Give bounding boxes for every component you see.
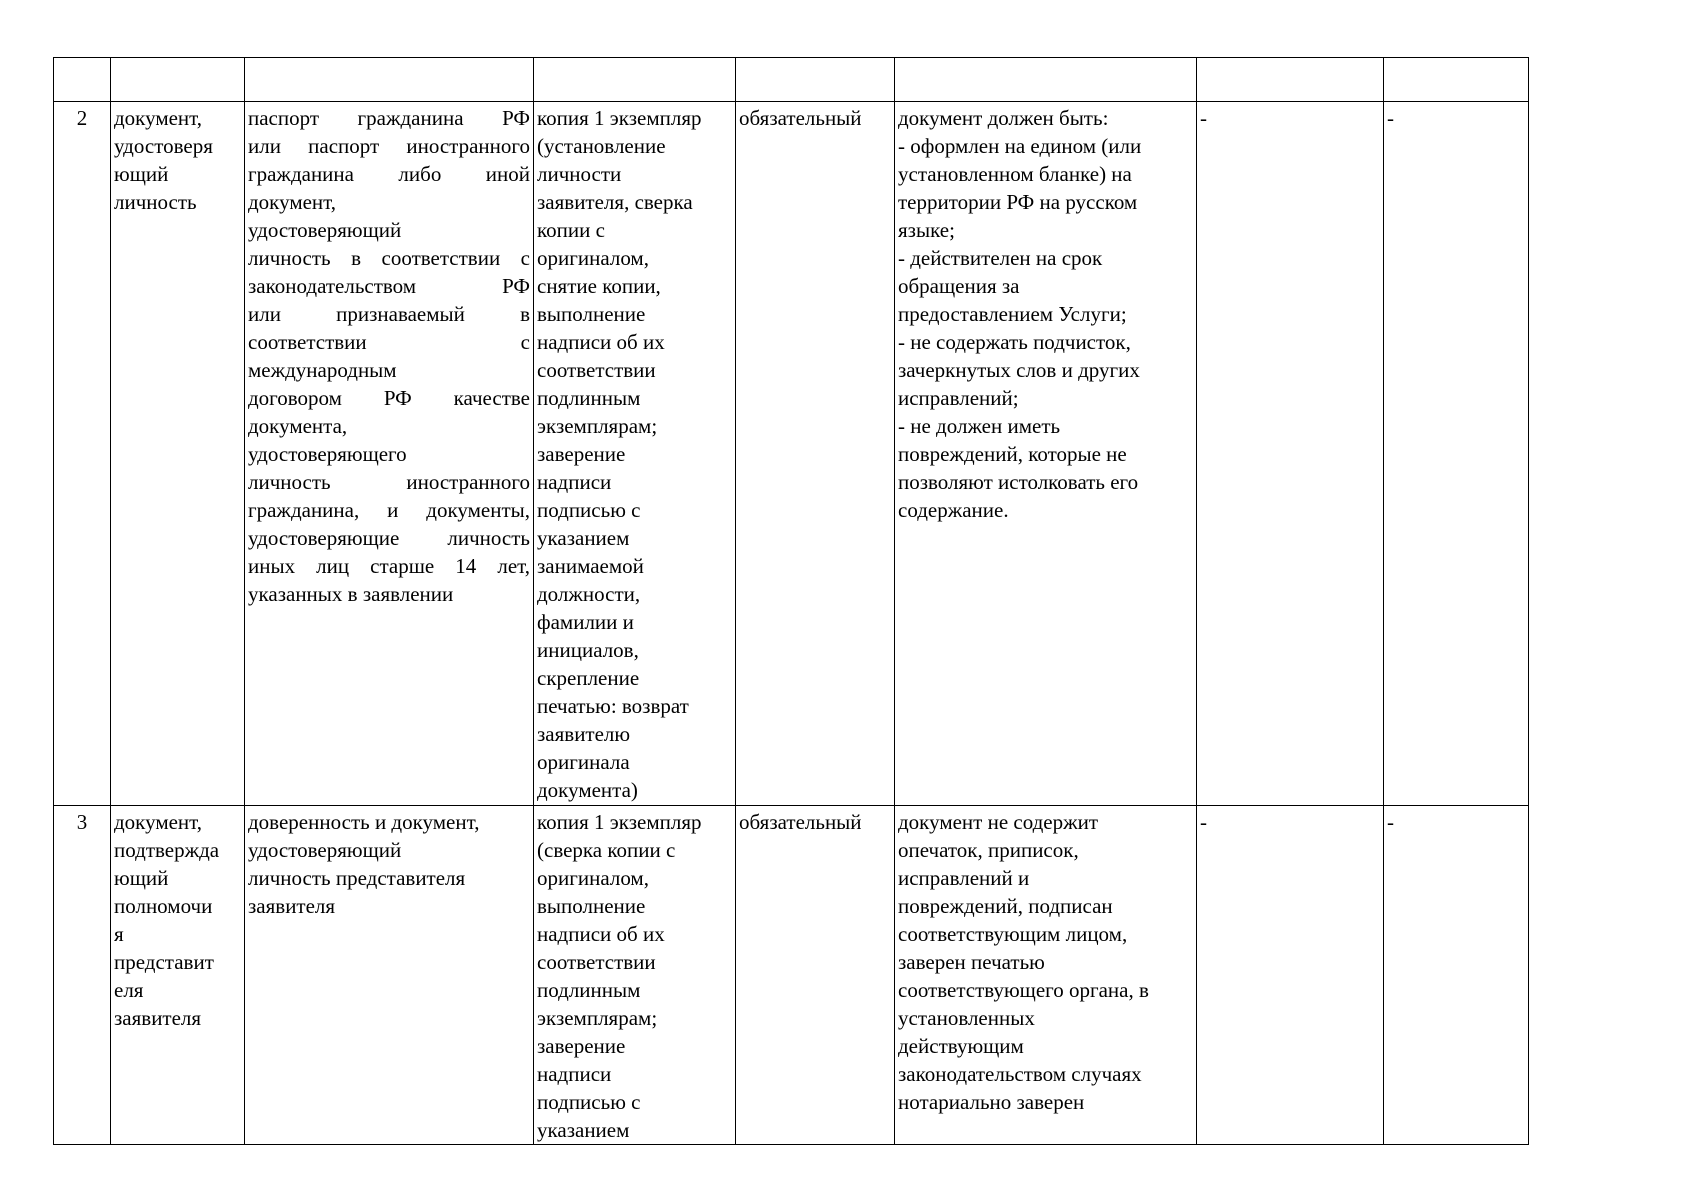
text-line: скрепление [537, 666, 640, 690]
doc-name [245, 102, 534, 806]
header-cell [54, 58, 111, 102]
text-line: занимаемой [537, 554, 644, 578]
text-line: (сверка копии с [537, 838, 676, 862]
text-line: экземплярам; [537, 414, 658, 438]
mandatory-status: обязательный [736, 806, 895, 1145]
text-line: - действителен на срок [898, 246, 1103, 270]
text-line: подтвержда [114, 838, 220, 862]
form-value: - [1197, 806, 1384, 1145]
text-line: надписи об их [537, 922, 665, 946]
text-line: заверение [537, 442, 626, 466]
text-line: паспорт гражданина РФ [248, 106, 530, 130]
text-line: указанием [537, 1118, 630, 1142]
table-row [54, 806, 1529, 1145]
header-cell [1197, 58, 1384, 102]
header-cell [736, 58, 895, 102]
text-line: надписи об их [537, 330, 665, 354]
copies-info [534, 102, 736, 806]
text-line: языке; [898, 218, 955, 242]
text-line: соответствии [537, 358, 656, 382]
text-line: удостоверяющий [248, 218, 402, 242]
sample-value: - [1384, 102, 1529, 806]
text-line: опечаток, приписок, [898, 838, 1079, 862]
text-line: документ, [248, 190, 337, 214]
table-row [54, 102, 1529, 806]
text-line: заявителю [537, 722, 631, 746]
text-line: установленных [898, 1006, 1035, 1030]
documents-table [53, 57, 1529, 1145]
text-line: гражданина, и документы, [248, 498, 530, 522]
text-line: или паспорт иностранного [248, 134, 530, 158]
text-line: заявителя [114, 1006, 202, 1030]
text-line: оригиналом, [537, 246, 649, 270]
text-line: я [114, 922, 124, 946]
text-line: выполнение [537, 894, 646, 918]
text-line: личность в соответствии с [248, 246, 530, 270]
doc-category [111, 102, 245, 806]
text-line: доверенность и документ, [248, 810, 480, 834]
text-line: должности, [537, 582, 641, 606]
text-line: обращения за [898, 274, 1020, 298]
text-line: исправлений; [898, 386, 1019, 410]
text-line: или признаваемый в [248, 302, 530, 326]
text-line: личность представителя [248, 866, 466, 890]
text-line: соответствующего органа, в [898, 978, 1149, 1002]
text-line: экземплярам; [537, 1006, 658, 1030]
text-line: указанием [537, 526, 630, 550]
requirements [895, 806, 1197, 1145]
text-line: законодательством РФ [248, 274, 530, 298]
text-line: нотариально заверен [898, 1090, 1085, 1114]
doc-category [111, 806, 245, 1145]
row-number: 2 [54, 102, 111, 806]
text-line: действующим [898, 1034, 1024, 1058]
text-line: международным [248, 358, 397, 382]
text-line: ющий [114, 866, 169, 890]
text-line: предоставлением Услуги; [898, 302, 1127, 326]
text-line: удостоверя [114, 134, 213, 158]
text-line: повреждений, которые не [898, 442, 1127, 466]
text-line: соответствии [537, 950, 656, 974]
text-line: документ не содержит [898, 810, 1099, 834]
text-line: документ, [114, 106, 203, 130]
requirements [895, 102, 1197, 806]
text-line: указанных в заявлении [248, 582, 454, 606]
form-value: - [1197, 102, 1384, 806]
text-line: выполнение [537, 302, 646, 326]
header-cell [534, 58, 736, 102]
text-line: исправлений и [898, 866, 1030, 890]
text-line: личности [537, 162, 622, 186]
text-line: заверение [537, 1034, 626, 1058]
text-line: подлинным [537, 386, 641, 410]
text-line: заявителя [248, 894, 336, 918]
text-line: еля [114, 978, 144, 1002]
text-line: - не содержать подчисток, [898, 330, 1131, 354]
text-line: заверен печатью [898, 950, 1045, 974]
text-line: копия 1 экземпляр [537, 810, 702, 834]
row-number: 3 [54, 806, 111, 1145]
text-line: удостоверяющего [248, 442, 407, 466]
text-line: документа, [248, 414, 348, 438]
text-line: (установление [537, 134, 666, 158]
text-line: установленном бланке) на [898, 162, 1132, 186]
text-line: территории РФ на русском [898, 190, 1138, 214]
text-line: оригинала [537, 750, 630, 774]
text-line: ющий [114, 162, 169, 186]
text-line: удостоверяющие личность [248, 526, 530, 550]
text-line: личность иностранного [248, 470, 530, 494]
header-cell [245, 58, 534, 102]
text-line: удостоверяющий [248, 838, 402, 862]
header-cell [1384, 58, 1529, 102]
header-row [54, 58, 1529, 102]
copies-info [534, 806, 736, 1145]
text-line: подписью с [537, 1090, 641, 1114]
text-line: полномочи [114, 894, 213, 918]
text-line: заявителя, сверка [537, 190, 693, 214]
text-line: документа) [537, 778, 638, 802]
sample-value: - [1384, 806, 1529, 1145]
text-line: печатью: возврат [537, 694, 689, 718]
text-line: представит [114, 950, 214, 974]
text-line: инициалов, [537, 638, 639, 662]
text-line: содержание. [898, 498, 1009, 522]
text-line: позволяют истолковать его [898, 470, 1139, 494]
text-line: - оформлен на едином (или [898, 134, 1142, 158]
text-line: копии с [537, 218, 605, 242]
header-cell [895, 58, 1197, 102]
text-line: иных лиц старше 14 лет, [248, 554, 530, 578]
text-line: подписью с [537, 498, 641, 522]
text-line: документ, [114, 810, 203, 834]
mandatory-status: обязательный [736, 102, 895, 806]
text-line: личность [114, 190, 197, 214]
text-line: подлинным [537, 978, 641, 1002]
text-line: договором РФ качестве [248, 386, 530, 410]
text-line: гражданина либо иной [248, 162, 530, 186]
text-line: фамилии и [537, 610, 634, 634]
doc-name [245, 806, 534, 1145]
text-line: надписи [537, 470, 612, 494]
header-cell [111, 58, 245, 102]
text-line: соответствующим лицом, [898, 922, 1128, 946]
text-line: копия 1 экземпляр [537, 106, 702, 130]
text-line: документ должен быть: [898, 106, 1109, 130]
text-line: снятие копии, [537, 274, 661, 298]
text-line: надписи [537, 1062, 612, 1086]
text-line: - не должен иметь [898, 414, 1061, 438]
text-line: соответствии с [248, 330, 530, 354]
text-line: оригиналом, [537, 866, 649, 890]
text-line: законодательством случаях [898, 1062, 1142, 1086]
text-line: зачеркнутых слов и других [898, 358, 1140, 382]
text-line: повреждений, подписан [898, 894, 1113, 918]
